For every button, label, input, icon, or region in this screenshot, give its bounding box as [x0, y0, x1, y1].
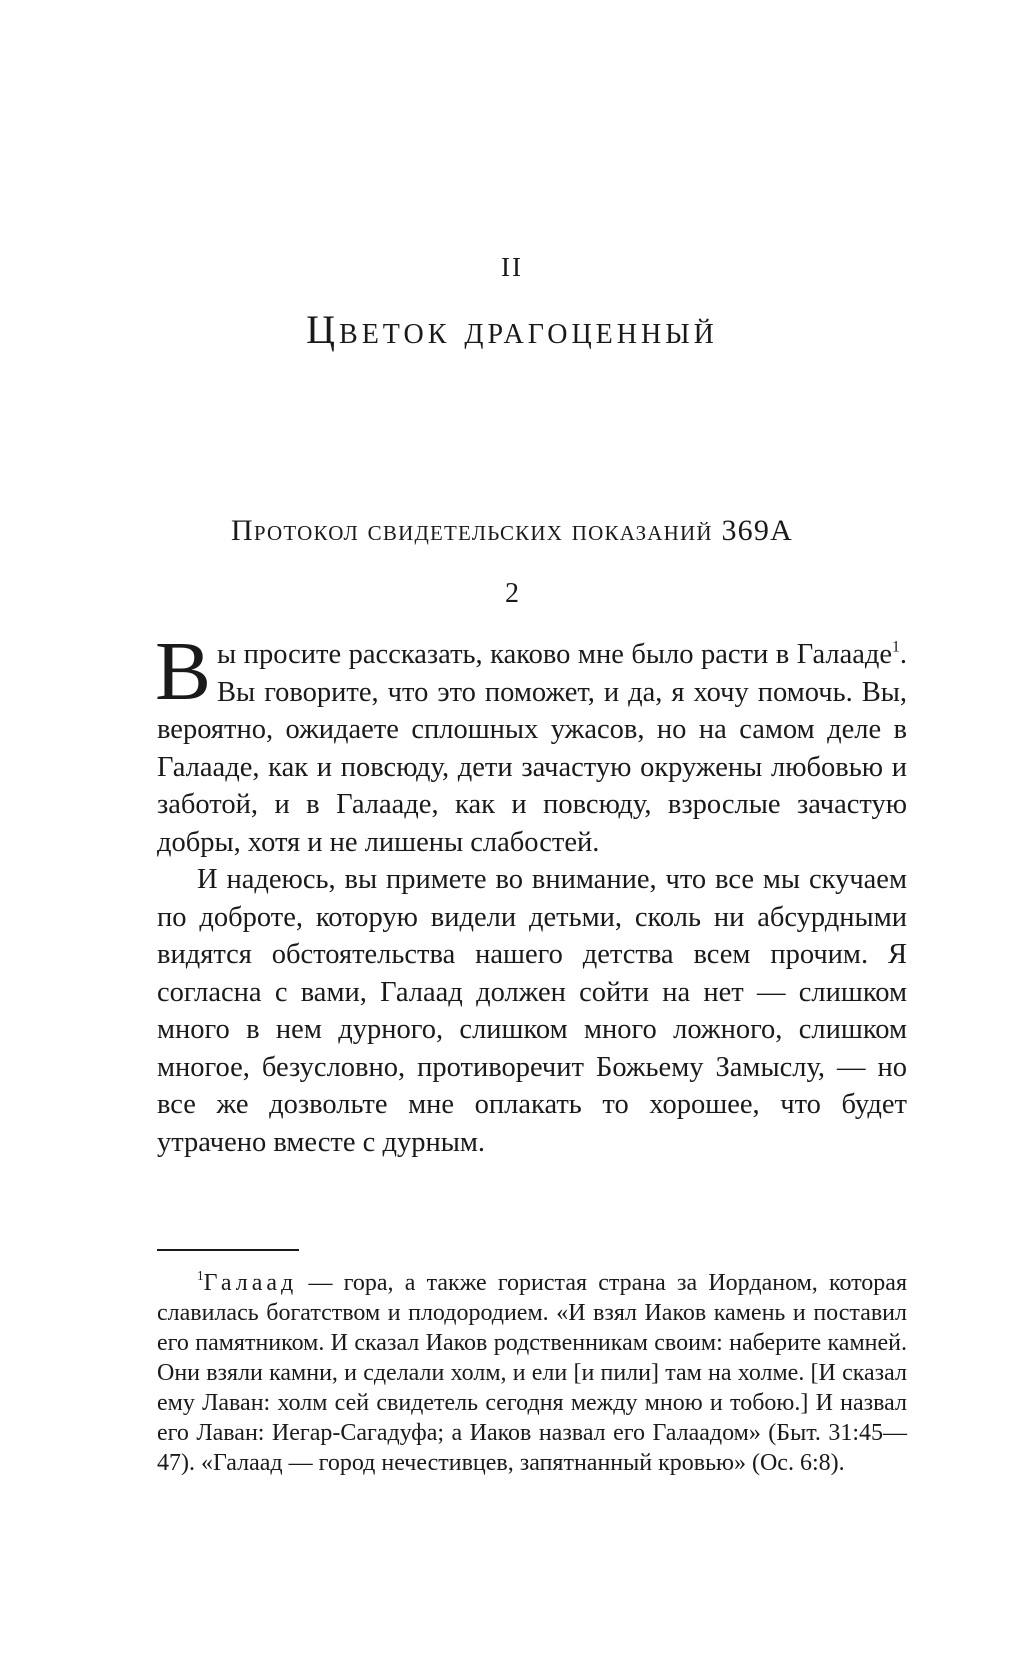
footnote-term: Галаад [203, 1270, 298, 1296]
paragraph-1-text-b: . Вы говорите, что это поможет, и да, я хочу помочь. Вы, вероятно, ожидаете сплошных ужасов, но на самом деле в Галааде, как и повсюду, дети зачастую окружены любовью и заботой, и в Галааде, как и повсюду, взрослые зачастую добры, хотя и не лишены слабостей. [157, 639, 907, 858]
drop-cap: В [155, 625, 212, 718]
part-number: II [501, 252, 523, 282]
footnote [157, 1268, 907, 1478]
paragraph-1-text-a: ы просите рассказать, каково мне было расти в Галааде [217, 639, 893, 670]
part-title: Цветок драгоценный [306, 307, 718, 352]
section-title: Протокол свидетельских показаний 369А [231, 514, 793, 547]
paragraph-2: И надеюсь, вы примете во внимание, что все мы скучаем по доброте, которую видели детьми, сколь ни абсурдными видятся обстоятельства нашего детства всем прочим. Я согласна с вами, Галаад должен сойти на нет — слишком много в нем дурного, слишком много ложного, слишком многое, безусловно, противоречит Божьему Замыслу, — но все же дозвольте мне оплакать то хорошее, что будет утрачено вместе с дурным. [157, 864, 907, 1158]
paragraph-1 [155, 625, 907, 861]
body-text [155, 625, 907, 1161]
footnote-divider [157, 1249, 299, 1251]
footnote-text: — гора, а также гористая страна за Иорданом, которая славилась богатством и плодородием. «И взял Иаков камень и поставил его памятником. И сказал Иаков родственникам своим: наберите камней. Они взяли камни, и сделали холм, и ели [и пили] там на холме. [И сказал ему Лаван: холм сей свидетель сегодня между мною и тобою.] И назвал его Лаван: Иегар-Сагадуфа; а Иаков назвал его Галаадом» (Быт. 31:45—47). «Галаад — город нечестивцев, запятнанный кровью» (Ос. 6:8). [157, 1270, 907, 1476]
footnote-marker: 1 [197, 1268, 204, 1284]
section-number: 2 [505, 578, 519, 609]
footnote-ref: 1 [892, 638, 900, 656]
